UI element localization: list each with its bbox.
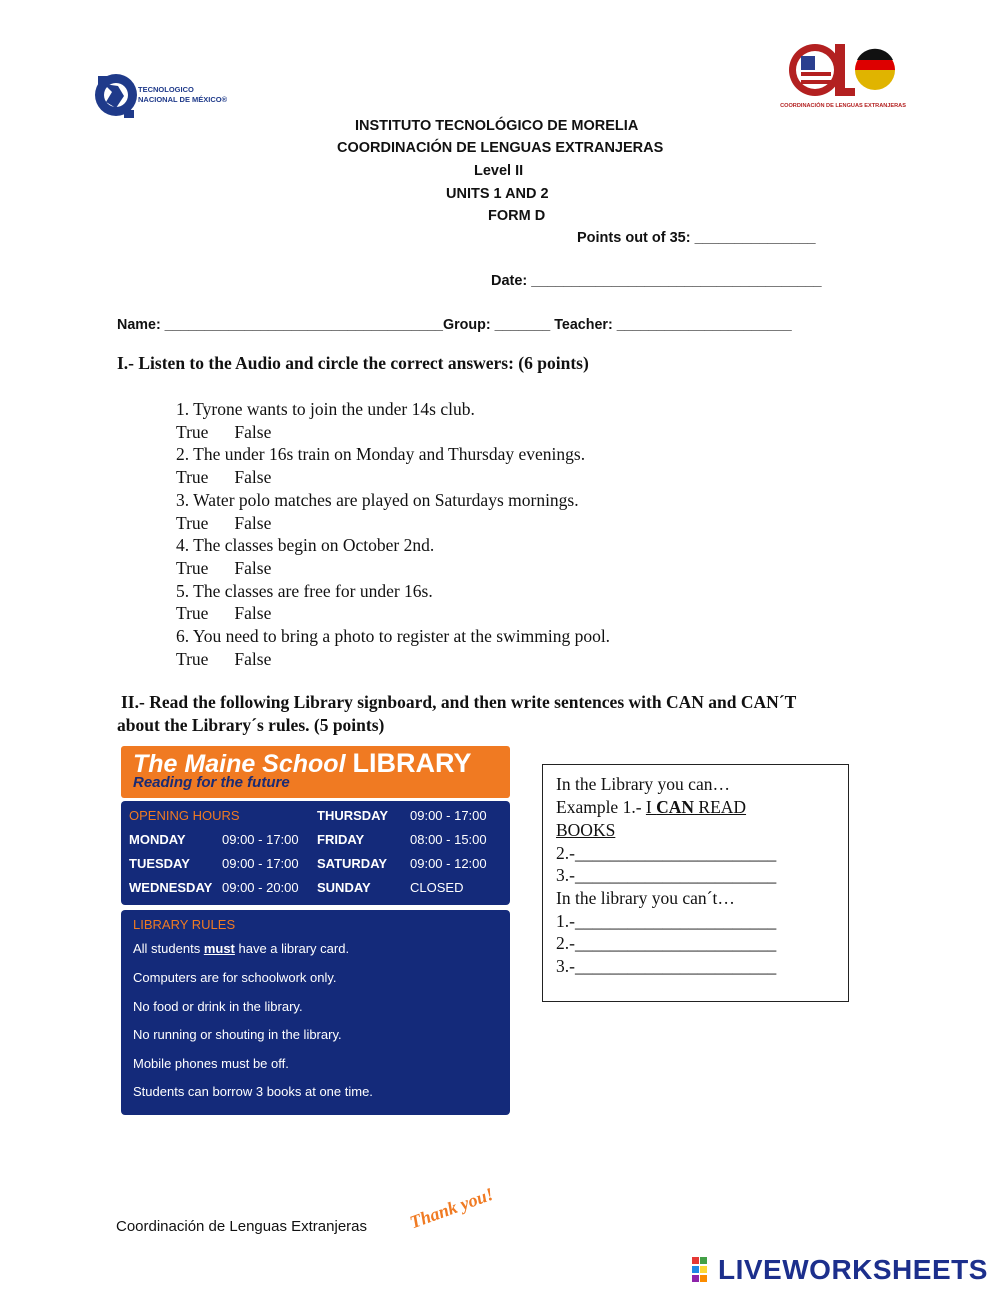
false-option[interactable]: False (234, 648, 272, 669)
hours-time: 09:00 - 12:00 (410, 856, 487, 871)
liveworksheets-brand[interactable]: LIVEWORKSHEETS (718, 1254, 988, 1285)
section2-title-line2: about the Library´s rules. (5 points) (117, 715, 385, 735)
can-intro: In the Library you can… (556, 774, 730, 794)
rules-title: LIBRARY RULES (133, 917, 236, 932)
cant-answer-1[interactable]: 1.-_______________________ (556, 911, 777, 931)
example-line: Example 1.- I CAN READ (556, 797, 747, 817)
cant-answer-2[interactable]: 2.-_______________________ (556, 933, 777, 953)
true-option[interactable]: True (176, 603, 209, 624)
hours-day: THURSDAY (317, 808, 389, 823)
true-option[interactable]: True (176, 557, 209, 578)
coordination-title: COORDINACIÓN DE LENGUAS EXTRANJERAS (337, 140, 664, 156)
rule-item: Computers are for schoolwork only. (133, 970, 337, 985)
hours-time: 09:00 - 17:00 (222, 832, 299, 847)
cant-intro: In the library you can´t… (556, 888, 735, 908)
form-label: FORM D (488, 208, 546, 224)
hours-day: SATURDAY (317, 856, 388, 871)
false-option[interactable]: False (234, 557, 272, 578)
can-answer-2[interactable]: 2.-_______________________ (556, 843, 777, 863)
rule-item: All students must have a library card. (133, 941, 350, 956)
rule-item: Mobile phones must be off. (133, 1056, 289, 1071)
false-option[interactable]: False (234, 467, 272, 488)
true-false-1 (176, 421, 610, 444)
question-6: 6. You need to bring a photo to register at the swimming pool. (176, 626, 611, 647)
institute-title: INSTITUTO TECNOLÓGICO DE MORELIA (355, 118, 639, 134)
hours-day: WEDNESDAY (129, 880, 213, 895)
sign-subtitle: Reading for the future (133, 774, 290, 791)
rule-item: No food or drink in the library. (133, 999, 303, 1014)
true-option[interactable]: True (176, 467, 209, 488)
section1-title: I.- Listen to the Audio and circle the correct answers: (6 points) (117, 353, 589, 373)
true-false-5 (176, 602, 610, 625)
units-label: UNITS 1 AND 2 (446, 186, 549, 202)
false-option[interactable]: False (234, 512, 272, 533)
question-1: 1. Tyrone wants to join the under 14s club. (176, 399, 475, 419)
true-false-6 (176, 648, 610, 671)
question-3: 3. Water polo matches are played on Saturdays mornings. (176, 489, 579, 510)
true-option[interactable]: True (176, 512, 209, 533)
hours-time: 09:00 - 17:00 (222, 856, 299, 871)
answer-box (542, 764, 849, 1002)
example-line-cont: BOOKS (556, 820, 616, 840)
sign-header (121, 746, 510, 798)
hours-day: TUESDAY (129, 856, 190, 871)
opening-hours-title: OPENING HOURS (129, 808, 240, 823)
question-2: 2. The under 16s train on Monday and Thursday evenings. (176, 444, 586, 465)
hours-time: 09:00 - 17:00 (410, 808, 487, 823)
hours-time: 08:00 - 15:00 (410, 832, 487, 847)
cant-answer-3[interactable]: 3.-_______________________ (556, 956, 777, 976)
true-false-2 (176, 466, 610, 489)
can-answer-3[interactable]: 3.-_______________________ (556, 865, 777, 885)
hours-day: MONDAY (129, 832, 186, 847)
tecnm-logo-text: TECNOLOGICO NACIONAL DE MÉXICO® (138, 85, 228, 104)
rule-item: No running or shouting in the library. (133, 1027, 342, 1042)
hours-time: 09:00 - 20:00 (222, 880, 299, 895)
thank-you-text: Thank you! (407, 1183, 497, 1233)
sign-title: The Maine School LIBRARY (133, 748, 472, 778)
false-option[interactable]: False (234, 421, 272, 442)
true-option[interactable]: True (176, 648, 209, 669)
section2-title-line1: II.- Read the following Library signboard, and then write sentences with CAN and CAN´T (121, 692, 797, 712)
date-field[interactable]: Date: ____________________________________ (491, 273, 822, 289)
false-option[interactable]: False (234, 603, 272, 624)
name-group-teacher-field[interactable]: Name: ___________________________________Group: _______ Teacher: ______________________ (117, 317, 792, 333)
clc-logo-caption: COORDINACIÓN DE LENGUAS EXTRANJERAS (780, 103, 906, 109)
opening-hours-panel (121, 801, 510, 905)
liveworksheets-icon (692, 1257, 716, 1283)
level-label: Level II (474, 163, 524, 179)
true-option[interactable]: True (176, 421, 209, 442)
true-false-3 (176, 512, 610, 535)
hours-day: SUNDAY (317, 880, 371, 895)
points-field[interactable]: Points out of 35: _______________ (577, 230, 816, 246)
hours-day: FRIDAY (317, 832, 365, 847)
question-4: 4. The classes begin on October 2nd. (176, 535, 435, 556)
question-5: 5. The classes are free for under 16s. (176, 580, 433, 601)
rule-item: Students can borrow 3 books at one time. (133, 1084, 373, 1099)
footer-text: Coordinación de Lenguas Extranjeras (116, 1218, 367, 1235)
question-list (176, 398, 610, 670)
true-false-4 (176, 557, 610, 580)
hours-time: CLOSED (410, 880, 464, 895)
